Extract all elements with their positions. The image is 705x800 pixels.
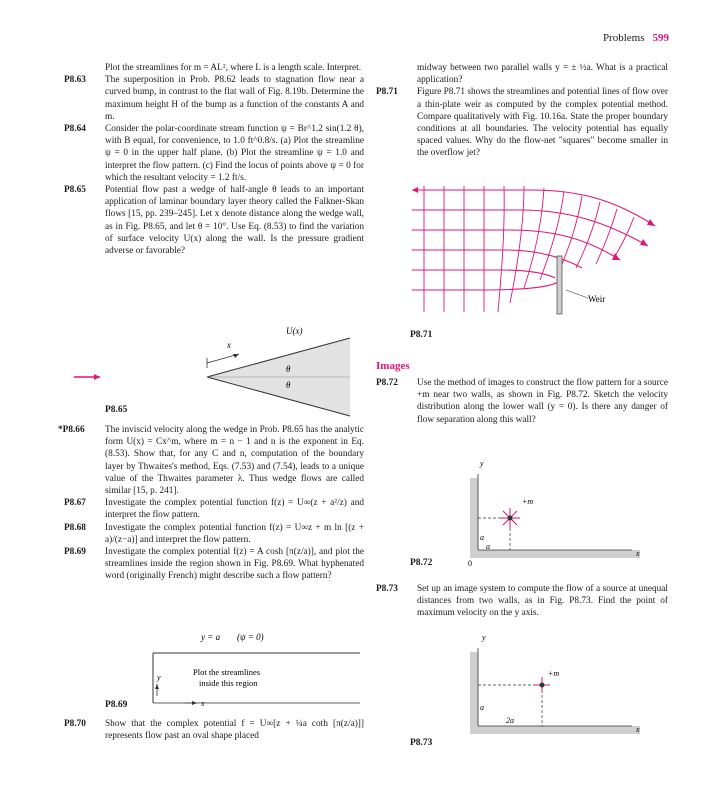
figure-p8-69 (105, 628, 365, 713)
problem-p8-64: P8.64 Consider the polar-coordinate stream function ψ = Br^1.2 sin(1.2 θ), with B equal, for convenience, to 1.0 ft^0.8/s. (a) Plot the streamline ψ = 0 in the upper half plane. (b) Plot the streamline ψ = 1.0 and interpret the flow pattern. (c) Find the locus of points above ψ = 0 for which the resultant velocity = 1.2 ft/s. (64, 124, 364, 183)
source-point (540, 683, 545, 688)
flow-arrowhead (94, 374, 100, 380)
horizontal-wall (470, 726, 640, 734)
right-column-top (376, 62, 668, 160)
source-label: +m (548, 669, 560, 678)
x-label: x (636, 725, 640, 734)
a-label-2: a (486, 542, 490, 551)
streamline (412, 270, 555, 278)
ux-label: U(x) (286, 326, 303, 336)
problem-p8-71: P8.71 Figure P8.71 shows the streamlines and potential lines of flow over a thin-plate weir as computed by the complex potential method. Compare qualitatively with Fig. 10.16a. State the proper boundary conditions at all boundaries. The velocity potential has equally spaced values. Why do the flow-net "squares" become smaller in the overflow jet? (376, 87, 668, 159)
weir-label: Weir (588, 294, 606, 304)
streamline (412, 282, 558, 290)
streamline (412, 210, 648, 246)
problem-p8-72: P8.72 Use the method of images to construct the flow pattern for a source +m near two walls, as shown in Fig. P8.72. Sketch the velocity distribution along the lower wall (y = 0). Is there any danger of flow separation along this wall? (376, 378, 668, 425)
header-label: Problems (602, 32, 645, 44)
a-label-1: a (480, 533, 484, 542)
right-column-bottom (376, 583, 668, 620)
continuation-text: midway between two parallel walls y = ± ½a. What is a practical application? (417, 63, 668, 86)
weir-leader (566, 290, 588, 298)
x-arrowhead (233, 354, 239, 358)
intro-text: Plot the streamlines for m = AL², where L is a length scale. Interpret. (105, 63, 362, 73)
problem-p8-67: P8.67 Investigate the complex potential function f(z) = U∞(z + a²/z) and interpret the flow pattern. (64, 498, 364, 521)
note-line-2: inside this region (199, 678, 258, 688)
weir-plate (557, 256, 562, 314)
problem-p8-69: P8.69 Investigate the complex potential f(z) = A cosh [π(z/a)], and plot the streamlines inside the region shown in Fig. P8.69. What hyphenated word (originally French) might describe such a flow pattern? (64, 547, 364, 582)
figure-p8-73 (460, 630, 660, 740)
y-label: y (482, 633, 486, 642)
origin-label: 0 (468, 559, 472, 568)
fig-p8-71-label: P8.71 (410, 330, 433, 340)
top-label: y = a (201, 632, 221, 642)
source-point (508, 516, 513, 521)
x-label: x (636, 549, 640, 558)
two-a-label: 2a (506, 716, 514, 725)
problem-p8-65: P8.65 Potential flow past a wedge of half-angle θ leads to an important application of laminar boundary layer theory called the Falkner-Skan flows [15, pp. 239–245]. Let x denote distance along the wedge wall, as in Fig. P8.65, and let θ = 10°. Use Eq. (8.53) to find the variation of surface velocity U(x) along the wall. Is the pressure gradient adverse or favorable? (64, 185, 364, 257)
problem-p8-68: P8.68 Investigate the complex potential function f(z) = U∞z + m ln [(z + a)/(z−a)] and interpret the flow pattern. (64, 522, 364, 545)
y-label: y (157, 673, 161, 682)
problem-p8-63: P8.63 The superposition in Prob. P8.62 leads to stagnation flow near a curved bump, in contrast to the flat wall of Fig. 8.19b. Determine the maximum height H of the bump as a function of the constants A and m. (64, 75, 364, 122)
running-header (603, 32, 669, 44)
theta-lower: θ (286, 380, 291, 390)
y-arrowhead (155, 684, 159, 689)
fig-p8-72-label: P8.72 (410, 558, 433, 568)
y-label: y (480, 459, 484, 468)
left-column-top (64, 62, 364, 257)
a-label: a (480, 703, 484, 712)
figure-p8-71 (410, 178, 670, 318)
psi-label: (ψ = 0) (237, 632, 264, 642)
figure-p8-72 (460, 458, 660, 568)
source-label: +m (522, 497, 534, 506)
page-number: 599 (652, 32, 669, 44)
arrowhead (647, 219, 655, 226)
potential-line (498, 186, 504, 312)
fig-p8-65-label: P8.65 (105, 405, 128, 415)
vertical-wall (470, 478, 478, 550)
left-column-bottom (64, 718, 364, 742)
potential-line (510, 186, 524, 303)
images-heading: Images (376, 360, 410, 372)
potential-line (614, 217, 634, 258)
arrowhead (412, 187, 418, 193)
potential-line (576, 202, 600, 268)
note-line-1: Plot the streamlines (193, 667, 261, 677)
streamlines (412, 190, 655, 290)
streamline (412, 190, 655, 226)
problem-p8-73: P8.73 Set up an image system to compute the flow of a source at unequal distances from two walls, as in Fig. P8.73. Find the point of maximum velocity on the y axis. (376, 584, 668, 619)
x-label: x (227, 340, 231, 350)
fig-p8-69-label: P8.69 (105, 700, 128, 710)
left-column-middle (58, 424, 364, 583)
streamline (412, 250, 582, 268)
theta-upper: θ (286, 364, 291, 374)
x-label: x (201, 699, 205, 708)
x-arrowhead (192, 701, 197, 705)
right-column-middle (376, 377, 668, 426)
streamline (412, 230, 620, 260)
vertical-wall (470, 652, 478, 734)
problem-p8-70: P8.70 Show that the complex potential f = U∞[z + ¼a coth [π(z/a)]] represents flow past an oval shape placed (64, 719, 364, 742)
problem-p8-66: *P8.66 The inviscid velocity along the wedge in Prob. P8.65 has the analytic form U(x) = Cx^m, where m = n − 1 and n is the exponent in Eq. (8.53). Show that, for any C and n, computation of the boundary layer by Thwaites's method, Eqs. (7.53) and (7.54), leads to a unique value of the Thwaites parameter λ. Thus wedge flows are called similar [15, p. 241]. (58, 425, 364, 497)
fig-p8-73-label: P8.73 (410, 738, 433, 748)
horizontal-wall (470, 550, 640, 558)
